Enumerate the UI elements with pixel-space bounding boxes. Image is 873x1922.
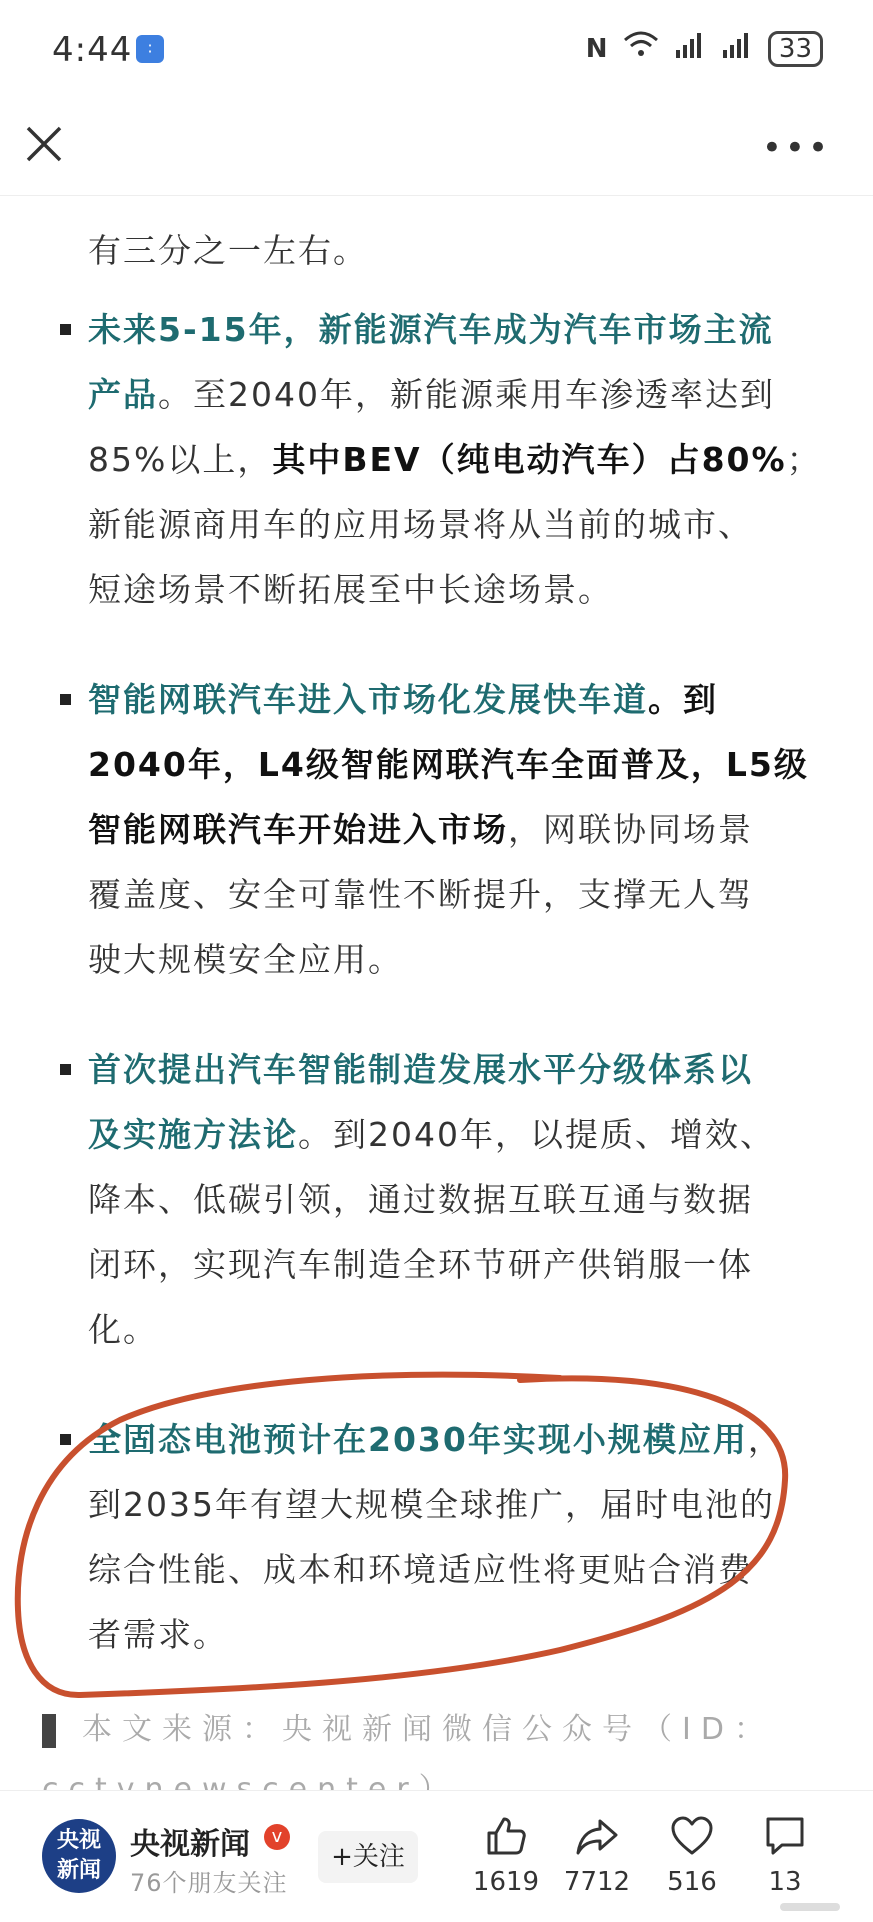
text-run: 综合性能、成本和环境适应性将更贴合消费 <box>88 1550 753 1589</box>
bullet-item <box>58 297 828 622</box>
text-run: 。至2040年，新能源乘用车渗透率达到 <box>158 375 775 414</box>
text-run: ，网联协同场景 <box>508 810 753 849</box>
text-run: 到2035年有望大规模全球推广，届时电池的 <box>88 1485 775 1524</box>
bullet-text <box>88 1037 828 1362</box>
bullet-line <box>88 297 828 362</box>
bullet-dot <box>60 1064 71 1075</box>
bullet-line <box>88 1407 828 1472</box>
comment-button[interactable] <box>745 1813 825 1897</box>
text-run: 化。 <box>88 1310 158 1349</box>
text-run: 驶大规模安全应用。 <box>88 940 403 979</box>
bullet-line <box>88 427 828 492</box>
avatar[interactable] <box>42 1819 116 1893</box>
like-button[interactable] <box>466 1813 546 1897</box>
text-run: 85%以上， <box>88 440 273 479</box>
bullet-line <box>88 362 828 427</box>
status-bar <box>0 0 873 100</box>
text-run: 及实施方法论 <box>88 1115 298 1154</box>
text-run: 全固态电池预计在2030年实现小规模应用 <box>88 1420 748 1459</box>
share-button[interactable] <box>557 1813 637 1897</box>
close-icon[interactable] <box>22 122 66 166</box>
bullet-line <box>88 1537 828 1602</box>
bullet-line <box>88 557 828 622</box>
signal-icon <box>674 30 706 67</box>
follow-button[interactable]: +关注 <box>318 1831 418 1883</box>
like-count: 1619 <box>472 1867 540 1897</box>
bullet-line <box>88 492 828 557</box>
text-run: 其中BEV（纯电动汽车）占80% <box>272 440 787 479</box>
text-run: 未来5-15年，新能源汽车成为汽车市场主流 <box>88 310 774 349</box>
bullet-dot <box>60 1434 71 1445</box>
bullet-item <box>58 667 828 992</box>
voice-icon: ∶ <box>136 35 164 63</box>
bullet-line <box>88 862 828 927</box>
bullet-line <box>88 667 828 732</box>
bullet-line <box>88 927 828 992</box>
text-run: 闭环，实现汽车制造全环节研产供销服一体 <box>88 1245 753 1284</box>
text-run: 2040年，L4级智能网联汽车全面普及，L5级 <box>88 745 809 784</box>
bullet-dot <box>60 324 71 335</box>
bullet-line <box>88 1167 828 1232</box>
text-run: 覆盖度、安全可靠性不断提升，支撑无人驾 <box>88 875 753 914</box>
comment-count: 13 <box>768 1867 802 1897</box>
bullet-line <box>88 1472 828 1537</box>
text-run: 者需求。 <box>88 1615 228 1654</box>
text-run: 产品 <box>88 375 158 414</box>
follower-count: 76个朋友关注 <box>130 1869 288 1897</box>
avatar-text: 央视新闻 <box>56 1828 101 1883</box>
bullet-item <box>58 1037 828 1362</box>
bottom-action-bar <box>0 1790 873 1922</box>
more-icon[interactable]: ••• <box>761 128 831 168</box>
bullet-text <box>88 667 828 992</box>
text-run: 智能网联汽车开始进入市场 <box>88 810 508 849</box>
favorite-count: 516 <box>667 1867 717 1897</box>
status-time: 4:44 <box>52 30 133 70</box>
nav-bar <box>0 100 873 196</box>
bullet-text <box>88 297 828 622</box>
share-icon <box>574 1813 620 1859</box>
text-run: ； <box>786 440 822 479</box>
channel-name[interactable]: 央视新闻 <box>130 1827 250 1862</box>
bullet-line <box>88 732 828 797</box>
text-run: 智能网联汽车进入市场化发展快车道 <box>88 680 648 719</box>
bullet-line <box>88 1297 828 1362</box>
text-run: 新能源商用车的应用场景将从当前的城市、 <box>88 505 753 544</box>
bullet-line <box>88 797 828 862</box>
bullet-text <box>88 1407 828 1667</box>
nfc-icon: N <box>585 33 608 64</box>
home-indicator <box>780 1903 840 1911</box>
heart-icon <box>669 1813 715 1859</box>
text-run: 短途场景不断拓展至中长途场景。 <box>88 570 613 609</box>
favorite-button[interactable] <box>652 1813 732 1897</box>
bullet-item <box>58 1407 828 1667</box>
bullet-dot <box>60 694 71 705</box>
signal-icon-2 <box>721 30 753 67</box>
verified-icon: v <box>264 1824 290 1850</box>
bullet-line <box>88 1232 828 1297</box>
text-run: 。到2040年，以提质、增效、 <box>298 1115 775 1154</box>
wifi-icon <box>623 30 659 67</box>
share-count: 7712 <box>563 1867 631 1897</box>
status-icons <box>576 30 823 70</box>
lead-paragraph: 有三分之一左右。 <box>88 231 368 270</box>
bullet-line <box>88 1602 828 1667</box>
source-text: 本文来源：央视新闻微信公众号（ID： <box>82 1712 774 1747</box>
battery-icon: 33 <box>768 31 823 67</box>
text-run: 降本、低碳引领，通过数据互联互通与数据 <box>88 1180 753 1219</box>
bullet-line <box>88 1102 828 1167</box>
text-run: 首次提出汽车智能制造发展水平分级体系以 <box>88 1050 753 1089</box>
source-bar-icon <box>42 1714 56 1748</box>
text-run: 。到 <box>648 680 718 719</box>
comment-icon <box>762 1813 808 1859</box>
text-run: ， <box>747 1420 783 1459</box>
thumbs-up-icon <box>483 1813 529 1859</box>
article-source <box>42 1700 842 1780</box>
bullet-line <box>88 1037 828 1102</box>
